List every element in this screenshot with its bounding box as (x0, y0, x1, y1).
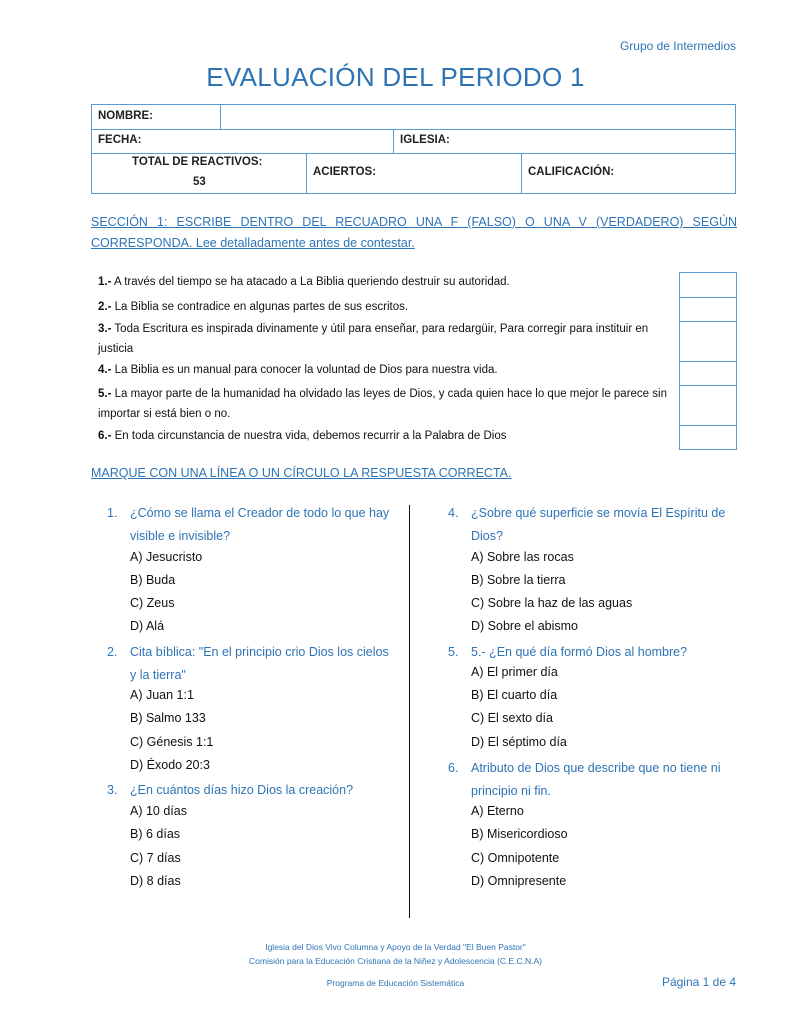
answer-box-4[interactable] (680, 361, 736, 386)
answer-box-2[interactable] (680, 297, 736, 322)
student-info-table (91, 104, 736, 194)
option[interactable]: A) Eterno (471, 804, 524, 818)
footer-commission: Comisión para la Educación Cristiana de la Niñez y Adolescencia (C.E.C.N.A) (249, 956, 542, 966)
option[interactable]: C) Génesis 1:1 (130, 735, 214, 749)
section2-heading: MARQUE CON UNA LÍNEA O UN CÍRCULO LA RESPUESTA CORRECTA. (91, 466, 512, 480)
option[interactable]: C) 7 días (130, 851, 181, 865)
nombre-label: NOMBRE: (98, 110, 153, 122)
footer-program: Programa de Educación Sistemática (326, 978, 465, 988)
tf-item-text: La Biblia es un manual para conocer la voluntad de Dios para nuestra vida. (114, 364, 498, 376)
page-title: EVALUACIÓN DEL PERIODO 1 (206, 62, 585, 92)
iglesia-field[interactable] (394, 130, 735, 154)
option[interactable]: B) Salmo 133 (130, 711, 206, 725)
question-number: 2. (107, 645, 118, 659)
total-reactivos-value: 53 (193, 176, 206, 188)
tf-item (98, 360, 668, 380)
question-text: ¿Cómo se llama el Creador de todo lo que hay visible e invisible? (130, 506, 390, 543)
tf-item-text: La Biblia se contradice en algunas partes de sus escritos. (114, 301, 409, 313)
option[interactable]: A) Sobre las rocas (471, 550, 574, 564)
option[interactable]: B) Sobre la tierra (471, 573, 566, 587)
aciertos-field[interactable] (307, 154, 522, 193)
question-number: 1. (107, 506, 118, 520)
tf-item-number: 5.- (98, 388, 112, 400)
iglesia-label: IGLESIA: (400, 134, 450, 146)
tf-item-text: A través del tiempo se ha atacado a La Biblia queriendo destruir su autoridad. (113, 276, 510, 288)
tf-item-number: 3.- (98, 323, 112, 335)
option[interactable]: C) Omnipotente (471, 851, 560, 865)
option[interactable]: B) Buda (130, 573, 176, 587)
total-reactivos-label: TOTAL DE REACTIVOS: (132, 156, 263, 168)
question-number: 5. (448, 645, 459, 659)
option[interactable]: D) 8 días (130, 874, 181, 888)
tf-item-text: En toda circunstancia de nuestra vida, debemos recurrir a la Palabra de Dios (114, 430, 507, 442)
option[interactable]: D) El séptimo día (471, 735, 567, 749)
answer-box-3[interactable] (680, 321, 736, 362)
tf-item (98, 319, 668, 359)
tf-item (98, 384, 668, 424)
option[interactable]: C) Sobre la haz de las aguas (471, 596, 633, 610)
tf-item-number: 6.- (98, 430, 112, 442)
option[interactable]: C) Zeus (130, 596, 175, 610)
question-text: 5.- ¿En qué día formó Dios al hombre? (471, 645, 688, 659)
tf-item-number: 2.- (98, 301, 112, 313)
tf-item-number: 4.- (98, 364, 112, 376)
option[interactable]: D) Sobre el abismo (471, 619, 578, 633)
nombre-label-cell (92, 105, 221, 130)
tf-item (98, 426, 668, 446)
option[interactable]: B) 6 días (130, 827, 181, 841)
column-divider (409, 505, 410, 918)
tf-item-text: La mayor parte de la humanidad ha olvidado las leyes de Dios, y cada quien hace lo que mejor le parece sin importar si está bien o no. (98, 388, 667, 420)
question-text: ¿Sobre qué superficie se movía El Espíritu de Dios? (471, 506, 726, 543)
option[interactable]: B) Misericordioso (471, 827, 568, 841)
option[interactable]: A) Jesucristo (130, 550, 203, 564)
fecha-label: FECHA: (98, 134, 142, 146)
option[interactable]: A) El primer día (471, 665, 558, 679)
section1-heading: SECCIÓN 1: ESCRIBE DENTRO DEL RECUADRO UNA F (FALSO) O UNA V (VERDADERO) SEGÚN CORRESPONDA. Lee detalladamente antes de contestar. (91, 215, 737, 250)
page-number: Página 1 de 4 (661, 975, 736, 989)
answer-box-5[interactable] (680, 385, 736, 426)
answer-box-6[interactable] (680, 425, 736, 449)
question-text: ¿En cuántos días hizo Dios la creación? (130, 783, 354, 797)
option[interactable]: D) Alá (130, 619, 165, 633)
tf-item-text: Toda Escritura es inspirada divinamente y útil para enseñar, para redargüir, Para corregir para instituir en justicia (98, 323, 649, 355)
question-number: 4. (448, 506, 459, 520)
option[interactable]: D) Éxodo 20:3 (130, 758, 210, 772)
question-text: Cita bíblica: "En el principio crio Dios los cielos y la tierra" (130, 645, 389, 682)
option[interactable]: A) 10 días (130, 804, 187, 818)
total-reactivos-cell (92, 154, 307, 193)
option[interactable]: A) Juan 1:1 (130, 688, 194, 702)
question-number: 3. (107, 783, 118, 797)
option[interactable]: D) Omnipresente (471, 874, 567, 888)
calificacion-label: CALIFICACIÓN: (528, 166, 615, 178)
calificacion-field[interactable] (522, 154, 735, 193)
question-text: Atributo de Dios que describe que no tiene ni principio ni fin. (471, 761, 721, 798)
tf-item (98, 272, 668, 292)
option[interactable]: B) El cuarto día (471, 688, 558, 702)
footer-church: Iglesia del Dios Vivo Columna y Apoyo de la Verdad "El Buen Pastor" (265, 942, 526, 952)
group-label: Grupo de Intermedios (619, 39, 736, 53)
fecha-field[interactable] (92, 130, 394, 154)
option[interactable]: C) El sexto día (471, 711, 553, 725)
tf-item (98, 297, 668, 317)
answer-boxes (679, 272, 737, 450)
answer-box-1[interactable] (680, 273, 736, 298)
aciertos-label: ACIERTOS: (313, 166, 377, 178)
tf-item-number: 1.- (98, 276, 112, 288)
question-number: 6. (448, 761, 459, 775)
nombre-field[interactable] (221, 105, 735, 130)
